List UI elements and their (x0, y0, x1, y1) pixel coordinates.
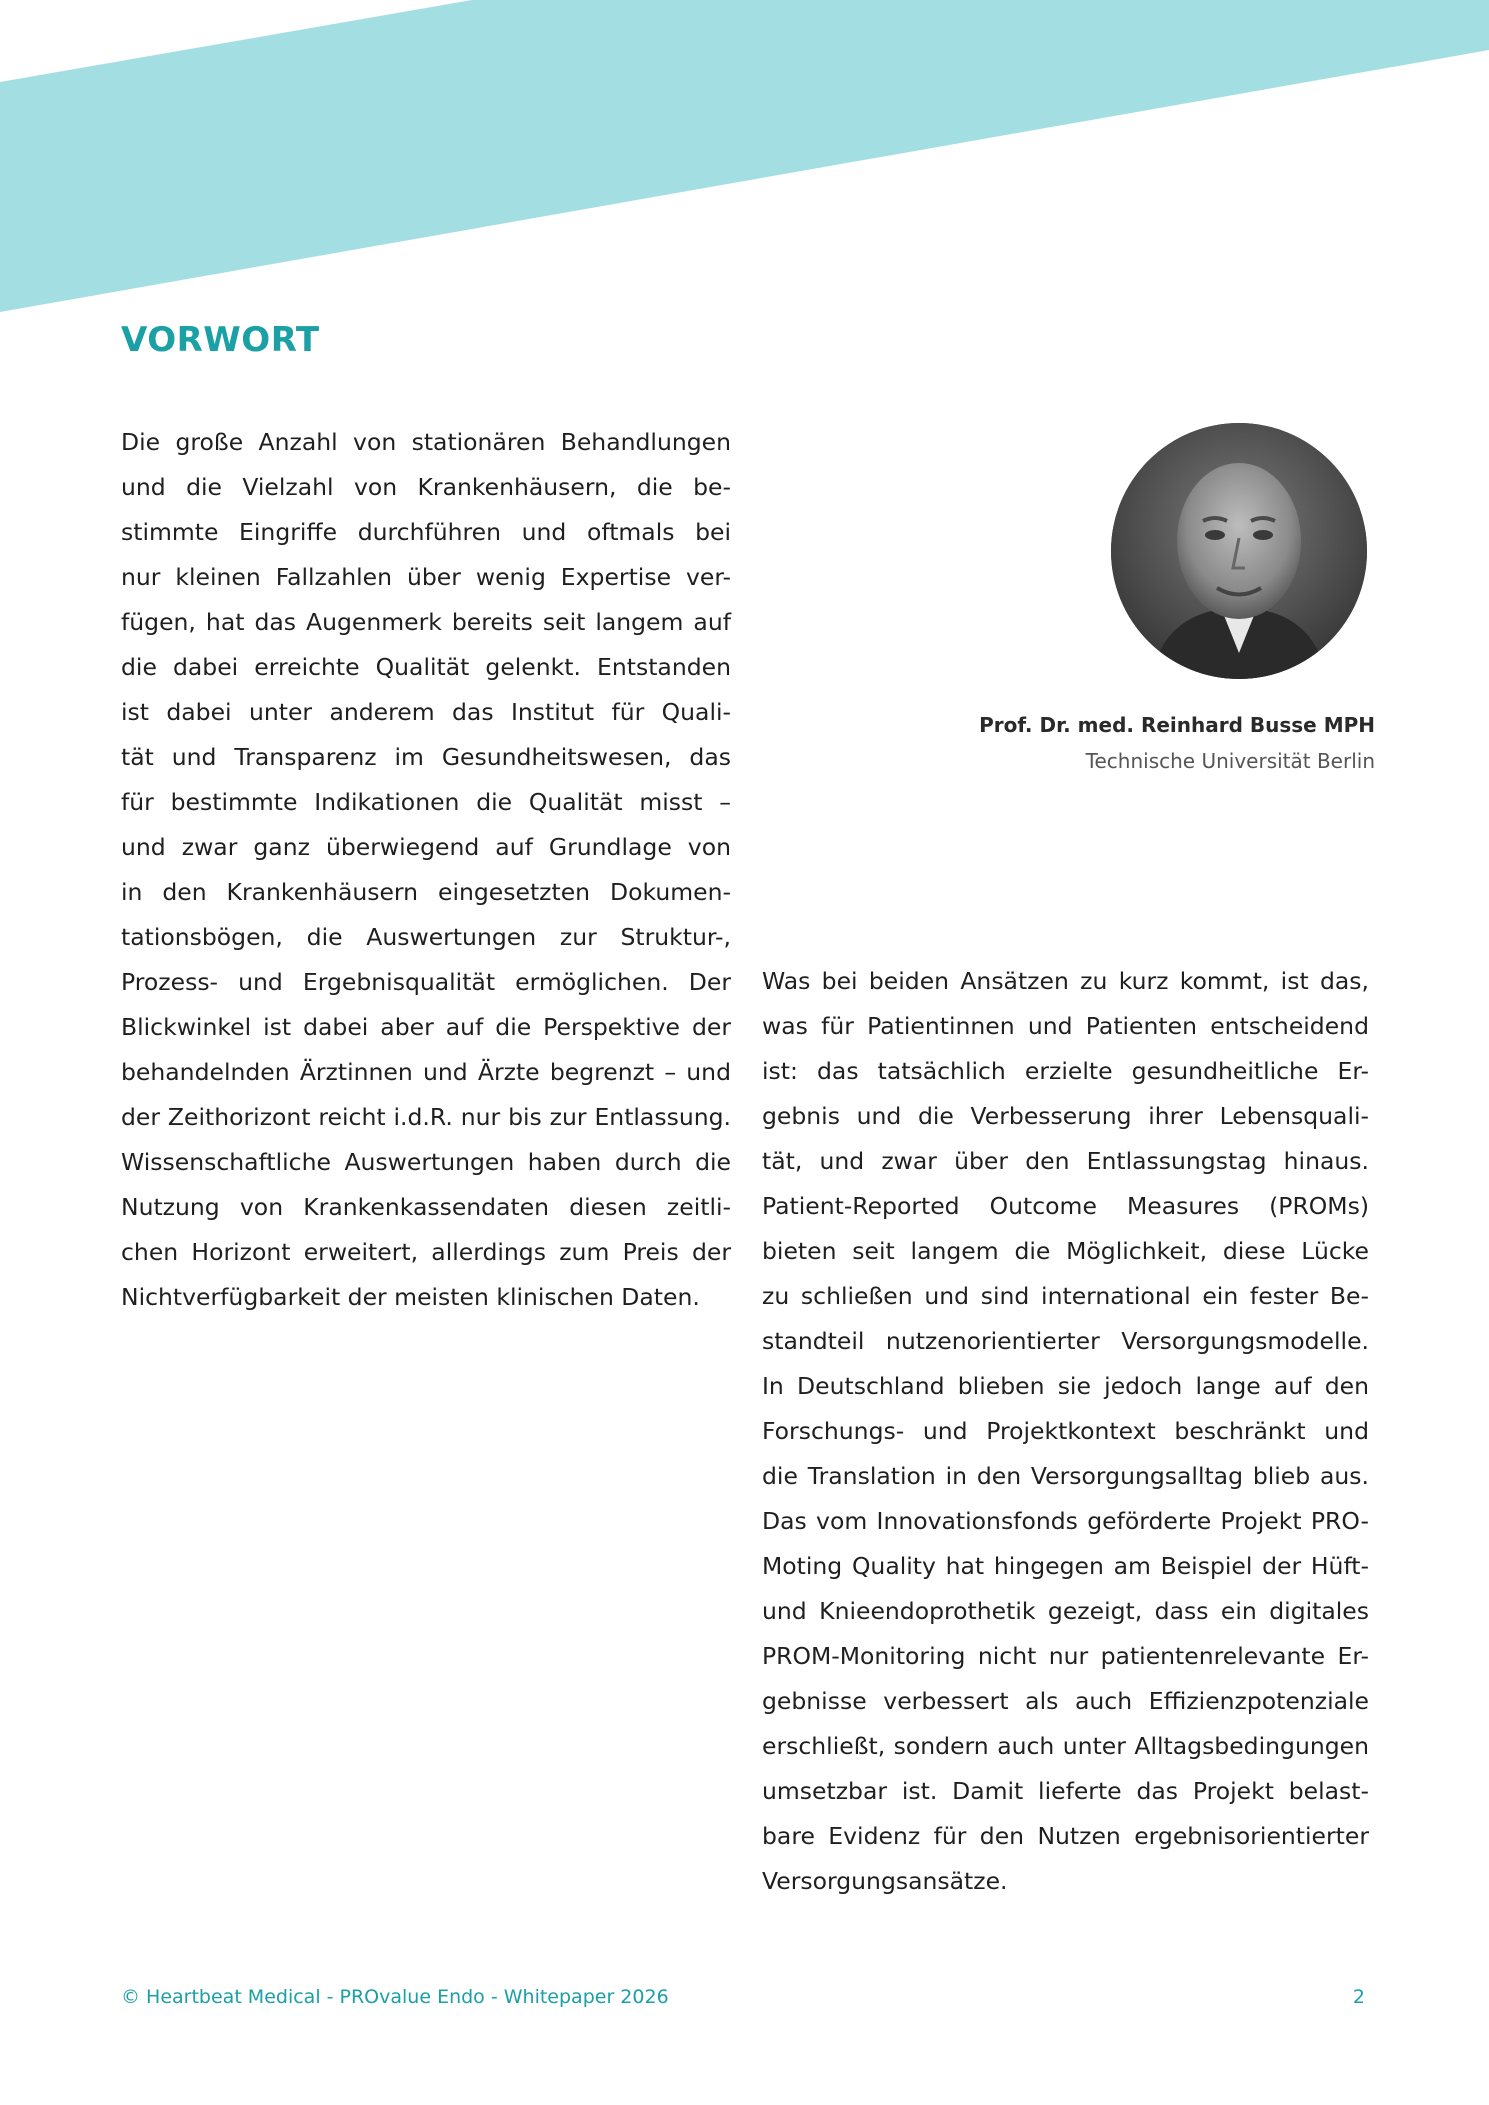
text-line: Das vom Innovationsfonds geförderte Projekt PRO- (762, 1507, 1369, 1535)
text-line: die Translation in den Versorgungsalltag blieb aus. (762, 1462, 1369, 1490)
text-line: gebnis und die Verbesserung ihrer Lebensquali- (762, 1102, 1369, 1130)
text-line: und zwar ganz überwiegend auf Grundlage von (121, 833, 731, 861)
text-line: chen Horizont erweitert, allerdings zum Preis der (121, 1238, 731, 1266)
text-line: und Knieendoprothetik gezeigt, dass ein digitales (762, 1597, 1369, 1625)
text-line: tät und Transparenz im Gesundheitswesen, das (121, 743, 731, 771)
foreword-right-column (762, 959, 1369, 1904)
text-line: tät, und zwar über den Entlassungstag hinaus. (762, 1147, 1369, 1175)
text-line: Was bei beiden Ansätzen zu kurz kommt, ist das, (762, 967, 1369, 995)
text-line: Versorgungsansätze. (762, 1867, 1008, 1895)
text-line: behandelnden Ärztinnen und Ärzte begrenzt – und (121, 1058, 731, 1086)
banner-stripe (0, 0, 1489, 312)
text-line: zu schließen und sind international ein fester Be- (762, 1282, 1369, 1310)
text-line: Nutzung von Krankenkassendaten diesen zeitli- (121, 1193, 731, 1221)
text-line: nur kleinen Fallzahlen über wenig Expertise ver- (121, 563, 731, 591)
portrait-image (1111, 423, 1367, 679)
text-line: für bestimmte Indikationen die Qualität misst – (121, 788, 731, 816)
text-line: der Zeithorizont reicht i.d.R. nur bis zur Entlassung. (121, 1103, 731, 1131)
page-number: 2 (1352, 1986, 1365, 2008)
text-line: PROM-Monitoring nicht nur patientenrelevante Er- (762, 1642, 1369, 1670)
text-line: in den Krankenhäusern eingesetzten Dokumen- (121, 878, 731, 906)
text-line: Prozess- und Ergebnisqualität ermöglichen. Der (121, 968, 731, 996)
text-line: tationsbögen, die Auswertungen zur Struktur-, (121, 923, 731, 951)
text-line: fügen, hat das Augenmerk bereits seit langem auf (121, 608, 731, 636)
text-line: Moting Quality hat hingegen am Beispiel der Hüft- (762, 1552, 1369, 1580)
text-line: was für Patientinnen und Patienten entscheidend (762, 1012, 1369, 1040)
text-line: bare Evidenz für den Nutzen ergebnisorientierter (762, 1822, 1369, 1850)
text-line: Forschungs- und Projektkontext beschränkt und (762, 1417, 1369, 1445)
text-line: ist dabei unter anderem das Institut für Quali- (121, 698, 731, 726)
text-line: die dabei erreichte Qualität gelenkt. Entstanden (121, 653, 731, 681)
author-portrait (1111, 423, 1367, 679)
author-affiliation: Technische Universität Berlin (1085, 749, 1375, 773)
text-line: standteil nutzenorientierter Versorgungsmodelle. (762, 1327, 1369, 1355)
text-line: erschließt, sondern auch unter Alltagsbedingungen (762, 1732, 1369, 1760)
text-line: bieten seit langem die Möglichkeit, diese Lücke (762, 1237, 1369, 1265)
foreword-left-column (121, 420, 731, 1320)
text-line: und die Vielzahl von Krankenhäusern, die be- (121, 473, 731, 501)
page-title: VORWORT (121, 320, 320, 360)
text-line: Wissenschaftliche Auswertungen haben durch die (121, 1148, 731, 1176)
text-line: stimmte Eingriffe durchführen und oftmals bei (121, 518, 731, 546)
text-line: Nichtverfügbarkeit der meisten klinischen Daten. (121, 1283, 700, 1311)
footer-copyright: © Heartbeat Medical - PROvalue Endo - Whitepaper 2026 (121, 1986, 669, 2008)
text-line: Patient-Reported Outcome Measures (PROMs) (762, 1192, 1369, 1220)
text-line: umsetzbar ist. Damit lieferte das Projekt belast- (762, 1777, 1369, 1805)
author-name: Prof. Dr. med. Reinhard Busse MPH (979, 713, 1375, 737)
text-line: ist: das tatsächlich erzielte gesundheitliche Er- (762, 1057, 1369, 1085)
text-line: Blickwinkel ist dabei aber auf die Perspektive der (121, 1013, 731, 1041)
text-line: gebnisse verbessert als auch Effizienzpotenziale (762, 1687, 1369, 1715)
header-banner (0, 0, 1489, 320)
text-line: In Deutschland blieben sie jedoch lange auf den (762, 1372, 1369, 1400)
text-line: Die große Anzahl von stationären Behandlungen (121, 428, 731, 456)
